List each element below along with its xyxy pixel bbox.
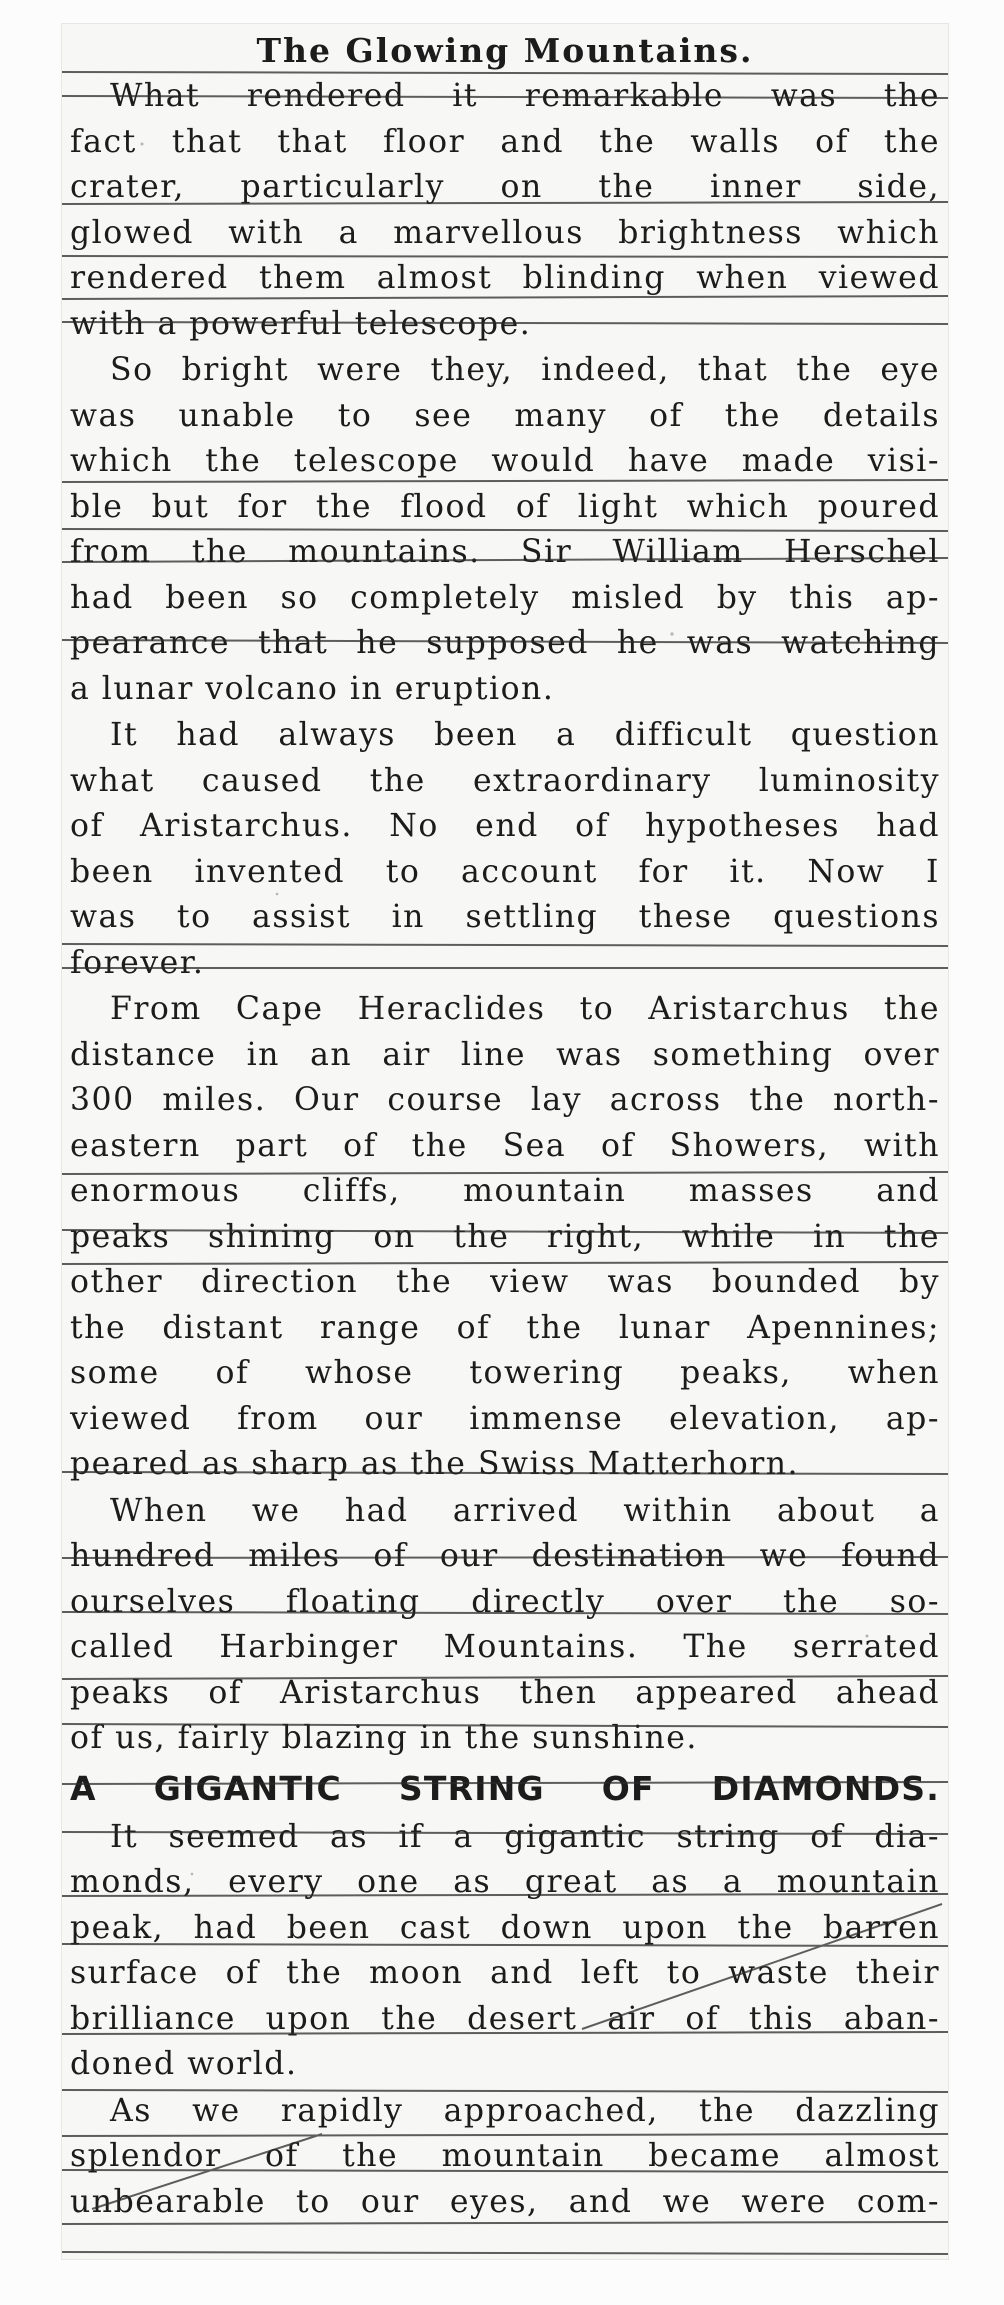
article-line: ourselves floating directly over the so-: [70, 1583, 940, 1620]
article-line: It seemed as if a gigantic string of dia-: [110, 1818, 940, 1855]
article-line: monds, every one as great as a mountain: [70, 1864, 940, 1900]
article-line: unbearable to our eyes, and we were com-: [70, 2183, 940, 2220]
article-paragraph: [70, 713, 940, 986]
article-line: brilliance upon the desert air of this aban-: [70, 2000, 940, 2037]
article-line: fact that that floor and the walls of the: [70, 123, 940, 160]
article-line: When we had arrived within about a: [110, 1492, 940, 1529]
article-paragraph: [70, 2089, 940, 2226]
article-body-part-2: [70, 1815, 940, 2227]
article-line: pearance that he supposed he was watching: [70, 625, 940, 661]
article-line: viewed from our immense elevation, ap-: [70, 1400, 940, 1437]
article-line: So bright were they, indeed, that the eye: [110, 352, 940, 388]
article-line: ble but for the flood of light which poured: [70, 488, 940, 525]
article-line: of Aristarchus. No end of hypotheses had: [70, 808, 940, 844]
article-paragraph: [70, 987, 940, 1488]
article-line: As we rapidly approached, the dazzling: [110, 2092, 940, 2129]
article-line: What rendered it remarkable was the: [110, 78, 940, 114]
article-line: was to assist in settling these questions: [70, 899, 940, 935]
article-line: It had always been a difficult question: [110, 717, 940, 753]
article-line: which the telescope would have made visi-: [70, 443, 940, 479]
article-line: hundred miles of our destination we found: [70, 1538, 940, 1574]
article-line: some of whose towering peaks, when: [70, 1355, 940, 1391]
article-line: doned world.: [70, 2046, 298, 2082]
article-line: called Harbinger Mountains. The serrated: [70, 1629, 940, 1665]
article-headline: The Glowing Mountains.: [256, 31, 754, 70]
newspaper-clipping: [62, 24, 948, 2259]
article-line: the distant range of the lunar Apennines;: [70, 1309, 940, 1346]
article-line: from the mountains. Sir William Herschel: [70, 534, 940, 570]
article-line: peaks shining on the right, while in the: [70, 1218, 940, 1255]
article-line: enormous cliffs, mountain masses and: [70, 1173, 940, 1209]
article-line: other direction the view was bounded by: [70, 1264, 940, 1300]
article-line: distance in an air line was something over: [70, 1036, 940, 1073]
article-paragraph: [70, 1815, 940, 2088]
article-line: crater, particularly on the inner side,: [70, 169, 940, 205]
print-rule: [62, 2252, 948, 2254]
article-line: peared as sharp as the Swiss Matterhorn.: [70, 1446, 800, 1482]
article-paragraph: [70, 74, 940, 347]
article-line: with a powerful telescope.: [70, 305, 532, 342]
article-line: forever.: [70, 944, 205, 981]
article-line: peaks of Aristarchus then appeared ahead: [70, 1674, 940, 1711]
article-line: a lunar volcano in eruption.: [70, 670, 555, 707]
article-line: peak, had been cast down upon the barren: [70, 1909, 940, 1946]
article-line: From Cape Heraclides to Aristarchus the: [110, 991, 940, 1027]
article-line: eastern part of the Sea of Showers, with: [70, 1127, 940, 1164]
article-line: surface of the moon and left to waste their: [70, 1955, 940, 1991]
article-line: of us, fairly blazing in the sunshine.: [70, 1720, 698, 1756]
paragraph-gap: [70, 2225, 940, 2226]
article-subheading: A GIGANTIC STRING OF DIAMONDS.: [70, 1768, 940, 1808]
article-paragraph: [70, 348, 940, 712]
article-line: was unable to see many of the details: [70, 397, 940, 434]
article-body-part-1: [70, 74, 940, 1763]
article-line: splendor of the mountain became almost: [70, 2138, 940, 2174]
article-line: been invented to account for it. Now I: [70, 853, 940, 890]
article-line: what caused the extraordinary luminosity: [70, 762, 940, 799]
article-column: [70, 28, 940, 2226]
article-line: had been so completely misled by this ap-: [70, 579, 940, 616]
article-paragraph: [70, 1489, 940, 1762]
article-line: 300 miles. Our course lay across the north-: [70, 1082, 940, 1118]
article-line: glowed with a marvellous brightness which: [70, 214, 940, 251]
article-line: rendered them almost blinding when viewed: [70, 260, 940, 296]
